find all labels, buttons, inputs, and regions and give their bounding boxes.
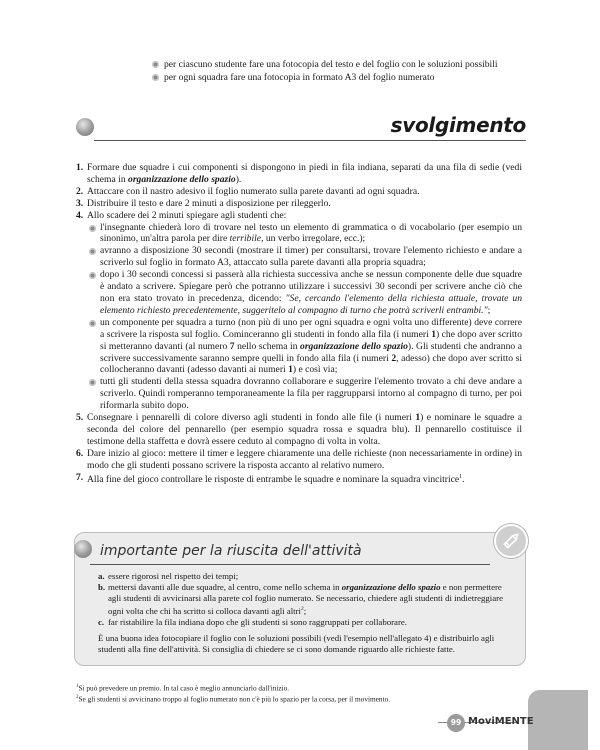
section-header [76, 110, 526, 150]
list-item: c. far ristabilire la fila indiana dopo che gli studenti si sono raggruppati per collaborare. [98, 616, 407, 627]
footnotes [76, 682, 516, 705]
list-item: tutti gli studenti della stessa squadra dovranno collaborare e suggerire l'elemento trovato a chi deve andare a scriverlo. Quindi romperanno temporaneamente la fila per raggrupparsi intorno al compagno di turno, per poi riformarla subito dopo. [87, 376, 522, 412]
brand-logo: MoviMENTE [468, 716, 534, 727]
bullet-icon [152, 74, 159, 81]
section-title: svolgimento [390, 113, 526, 137]
section-ball-icon [76, 118, 94, 136]
step-7: 7. Alla fine del gioco controllare le risposte di entrambe le squadre e nominare la squadra vincitrice$^1$. [76, 471, 465, 485]
step-4: 4. Allo scadere dei 2 minuti spiegare agli studenti che: l'insegnante chiederà loro di trovare nel testo un elemento di grammatica o di vocabolario (per esempio un sinonimo, un'altra parola per dire terribile, un verbo irregolare, ecc.); avranno a disposizione 30 secondi (mostrare il timer) per consultarsi, trovare l'elemento richiesto e andare a scriverlo sul foglio in formato A3, attaccato sulla parete davanti alla propria squadra; dopo i 30 secondi concessi si passerà alla richiesta successiva anche se nessun componente delle due squadre è andato a scrivere. Spiegare però che potranno utilizzare i successivi 30 secondi per scrivere anche ciò che non era stato trovato in precedenza, dicendo: "Se, cercando l'elemento della richiesta attuale, trovate un elemento richiesto precedentemente, suggeritelo al compagno di turno che potrà scriverli entrambi."; un componente per squadra a turno (non più di uno per ogni squadra e ogni volta uno differente) deve correre a scrivere la risposta sul foglio. Cominceranno gli studenti in fondo alla fila (i numeri 1) che dopo aver scritto si metteranno davanti (al numero 7 nello schema in organizzazione dello spazio). Gli studenti che andranno a scrivere successivamente saranno sempre quelli in fondo alla fila (i numeri 2, adesso) che dopo aver scritto si collocheranno davanti (adesso davanti ai numeri 1) e così via; tutti gli studenti della stessa squadra dovranno collaborare e suggerire l'elemento trovato a chi deve andare a scriverlo. Quindi romperanno temporaneamente la fila per raggrupparsi intorno al compagno di turno, per poi riformarla subito dopo. [76, 209, 523, 412]
step-5: 5. Consegnare i pennarelli di colore diverso agli studenti in fondo alle file (i numeri 1) e nominare le squadre a seconda del colore del pennarello (per esempio squadra rossa e squadra blu). Il pennarello costituisce il testimone della staffetta e dovrà essere ceduto al compagno di volta in volta. [76, 412, 522, 447]
pencil-icon [494, 524, 528, 558]
step-1: 1. Formare due squadre i cui componenti si dispongono in piedi in fila indiana, separati da una fila di sedie (vedi schema in organizzazione dello spazio). [76, 162, 522, 185]
list-item: b. mettersi davanti alle due squadre, al centro, come nello schema in organizzazione dello spazio e non permettere agli studenti di avvicinarsi alla parete col foglio numerato. Se necessario, chiedere agli studenti di indietreggiare ogni volta che chi ha scritto si colloca davanti agli altri$^2$; [98, 582, 503, 616]
bullet-icon [89, 225, 96, 232]
materials-list [152, 58, 552, 84]
list-item: dopo i 30 secondi concessi si passerà alla richiesta successiva anche se nessun componente delle due squadre è andato a scrivere. Spiegare però che potranno utilizzare i successivi 30 secondi per scrivere anche ciò che non era stato trovato in precedenza, dicendo: "Se, cercando l'elemento della richiesta attuale, trovate un elemento richiesto precedentemente, suggeritelo al compagno di turno che potrà scriverli entrambi."; [87, 269, 522, 317]
bullet-icon [89, 272, 96, 279]
important-paragraph: È una buona idea fotocopiare il foglio con le soluzioni possibili (vedi l'esempio nell'allegato 4) e distribuirlo agli studenti alla fine dell'attività. Si consiglia di chiedere se ci sono domande riguardo alle richieste fatte. [98, 632, 495, 654]
section-rule [94, 140, 526, 141]
steps-list [76, 162, 522, 486]
page-number: 99 [447, 714, 465, 732]
step-4-sublist [87, 222, 522, 413]
important-title: importante per la riuscita dell'attività [100, 543, 362, 559]
footnote: $^1$Si può prevedere un premio. In tal caso è meglio annunciarlo dall'inizio. [76, 683, 290, 693]
footnote: $^2$Se gli studenti si avvicinano troppo al foglio numerato non c'è più lo spazio per la corsa, per il movimento. [76, 694, 391, 704]
corner-tab [528, 690, 588, 750]
box-ball-icon [74, 540, 92, 558]
important-rule [90, 564, 490, 565]
step-3: 3. Distribuire il testo e dare 2 minuti a disposizione per rileggerlo. [76, 197, 331, 209]
list-item: per ciascuno studente fare una fotocopia del testo e del foglio con le soluzioni possibili [152, 58, 552, 71]
list-item: avranno a disposizione 30 secondi (mostrare il timer) per consultarsi, trovare l'elemento richiesto e andare a scriverlo sul foglio in formato A3, attaccato sulla parete davanti alla propria squadra; [87, 245, 522, 269]
list-item: l'insegnante chiederà loro di trovare nel testo un elemento di grammatica o di vocabolario (per esempio un sinonimo, un'altra parola per dire terribile, un verbo irregolare, ecc.); [87, 222, 522, 246]
important-list [98, 571, 506, 655]
bullet-icon [152, 61, 159, 68]
bullet-icon [89, 248, 96, 255]
bullet-icon [89, 320, 96, 327]
list-item: un componente per squadra a turno (non più di uno per ogni squadra e ogni volta uno differente) deve correre a scrivere la risposta sul foglio. Cominceranno gli studenti in fondo alla fila (i numeri 1) che dopo aver scritto si metteranno davanti (al numero 7 nello schema in organizzazione dello spazio). Gli studenti che andranno a scrivere successivamente saranno sempre quelli in fondo alla fila (i numeri 2, adesso) che dopo aver scritto si collocheranno davanti (adesso davanti ai numeri 1) e così via; [87, 317, 522, 377]
list-item: a. essere rigorosi nel rispetto dei tempi; [98, 571, 239, 581]
step-6: 6. Dare inizio al gioco: mettere il timer e leggere chiaramente una delle richieste (non necessariamente in ordine) in modo che gli studenti possano scrivere la risposta accanto al relativo numero. [76, 447, 522, 471]
list-item: per ogni squadra fare una fotocopia in formato A3 del foglio numerato [152, 71, 552, 84]
step-2: 2. Attaccare con il nastro adesivo il foglio numerato sulla parete davanti ad ogni squadra. [76, 185, 420, 197]
bullet-icon [89, 379, 96, 386]
